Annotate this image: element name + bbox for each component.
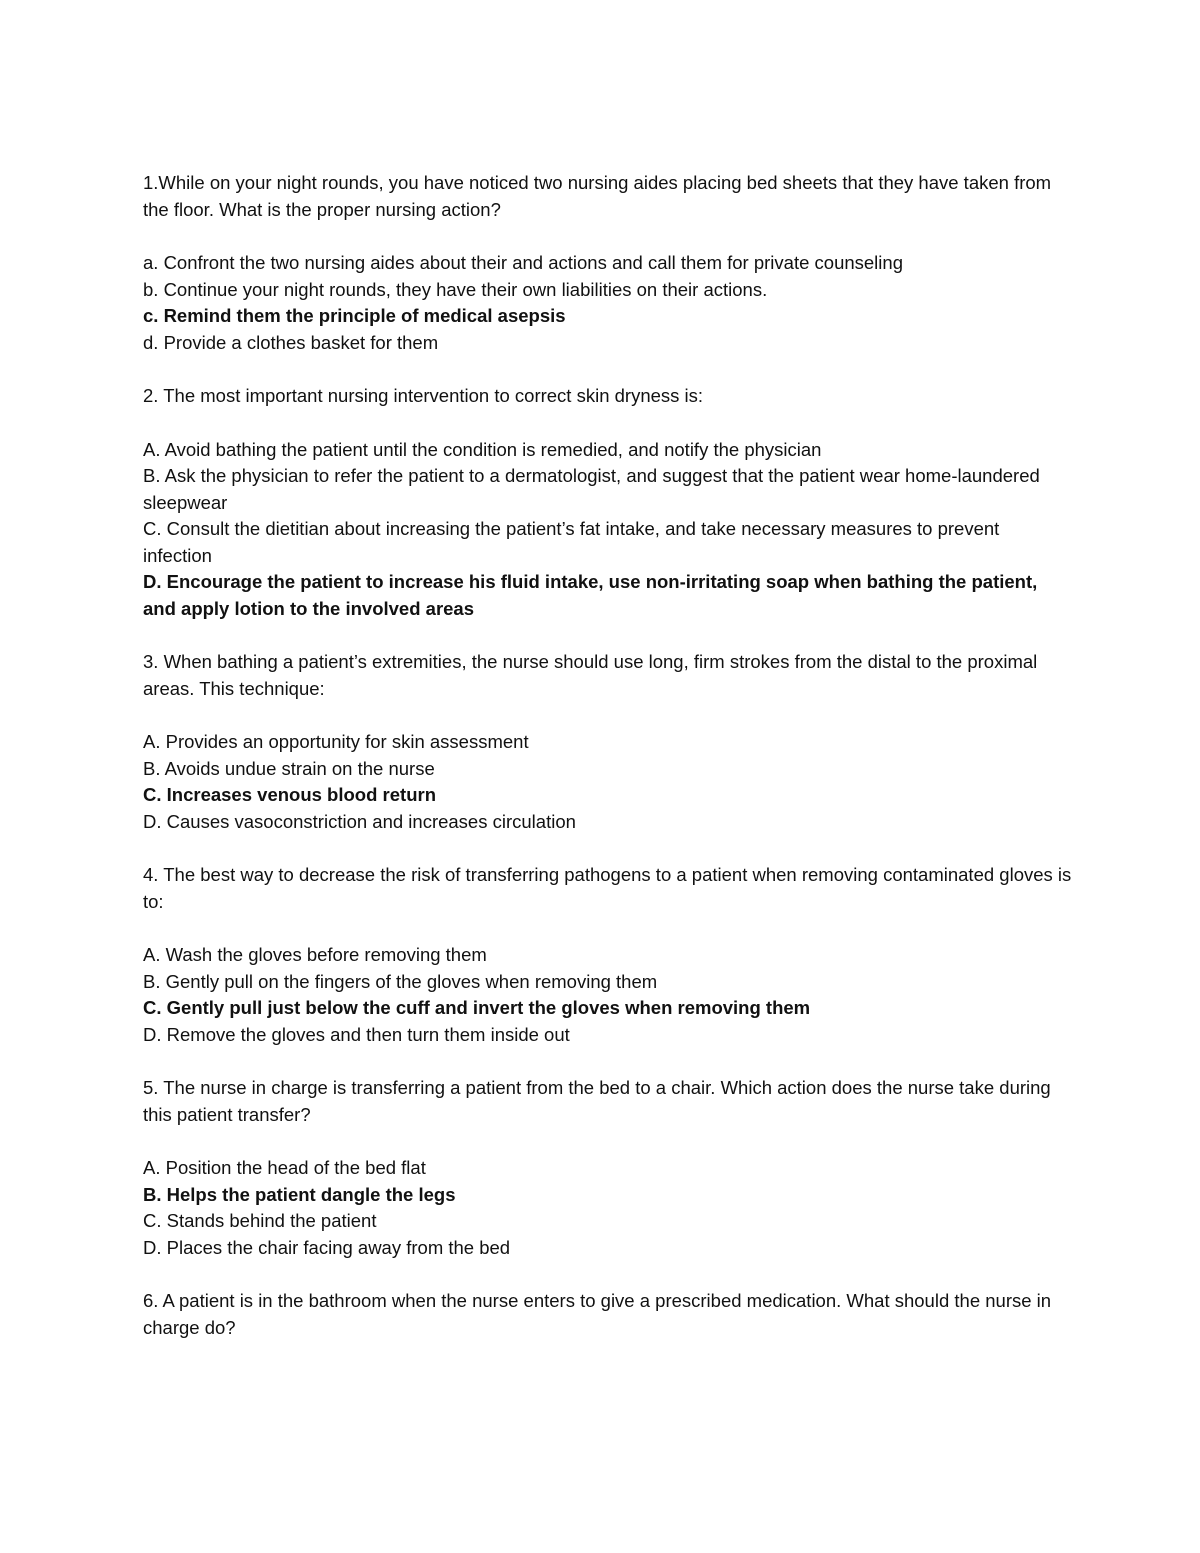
- answer-option: A. Wash the gloves before removing them: [143, 944, 487, 965]
- answer-option: A. Provides an opportunity for skin assessment: [143, 731, 529, 752]
- answer-option: B. Avoids undue strain on the nurse: [143, 757, 435, 779]
- answer-option: b. Continue your night rounds, they have their own liabilities on their actions.: [143, 278, 768, 300]
- answer-option: C. Stands behind the patient: [143, 1210, 377, 1231]
- question-5: [143, 1075, 1073, 1261]
- question-6: [143, 1288, 1073, 1341]
- answer-option-correct: C. Gently pull just below the cuff and invert the gloves when removing them: [143, 997, 811, 1018]
- answer-option: a. Confront the two nursing aides about their and actions and call them for private counseling: [143, 252, 903, 273]
- answer-option: B. Ask the physician to refer the patient to a dermatologist, and suggest that the patient wear home-laundered sleepwear: [143, 465, 1040, 513]
- question-3: [143, 649, 1073, 835]
- question-stem: 2. The most important nursing intervention to correct skin dryness is:: [143, 385, 704, 406]
- question-stem: 4. The best way to decrease the risk of transferring pathogens to a patient when removing contaminated gloves is to:: [143, 864, 1072, 912]
- answer-option-correct: c. Remind them the principle of medical asepsis: [143, 305, 566, 326]
- answer-option: A. Position the head of the bed flat: [143, 1157, 426, 1178]
- answer-option-correct: D. Encourage the patient to increase his fluid intake, use non-irritating soap when bathing the patient, and apply lotion to the involved areas: [143, 571, 1038, 619]
- answer-option-correct: C. Increases venous blood return: [143, 784, 436, 805]
- question-4: [143, 862, 1073, 1048]
- question-1: [143, 170, 1073, 356]
- document-page: [143, 170, 1073, 1368]
- answer-option-correct: B. Helps the patient dangle the legs: [143, 1183, 456, 1205]
- question-stem: 6. A patient is in the bathroom when the nurse enters to give a prescribed medication. What should the nurse in charge do?: [143, 1290, 1052, 1338]
- question-stem: 1.While on your night rounds, you have noticed two nursing aides placing bed sheets that they have taken from the floor. What is the proper nursing action?: [143, 172, 1052, 220]
- question-stem: 5. The nurse in charge is transferring a patient from the bed to a chair. Which action does the nurse take during this patient transfer?: [143, 1077, 1051, 1125]
- answer-option: C. Consult the dietitian about increasing the patient’s fat intake, and take necessary measures to prevent infection: [143, 518, 1000, 566]
- answer-option: B. Gently pull on the fingers of the gloves when removing them: [143, 970, 658, 992]
- answer-option: D. Remove the gloves and then turn them inside out: [143, 1023, 570, 1045]
- answer-option: D. Places the chair facing away from the bed: [143, 1236, 511, 1258]
- answer-option: A. Avoid bathing the patient until the condition is remedied, and notify the physician: [143, 438, 822, 460]
- answer-option: D. Causes vasoconstriction and increases circulation: [143, 810, 576, 832]
- question-2: [143, 383, 1073, 622]
- answer-option: d. Provide a clothes basket for them: [143, 331, 439, 353]
- question-stem: 3. When bathing a patient’s extremities, the nurse should use long, firm strokes from the distal to the proximal areas. This technique:: [143, 651, 1038, 699]
